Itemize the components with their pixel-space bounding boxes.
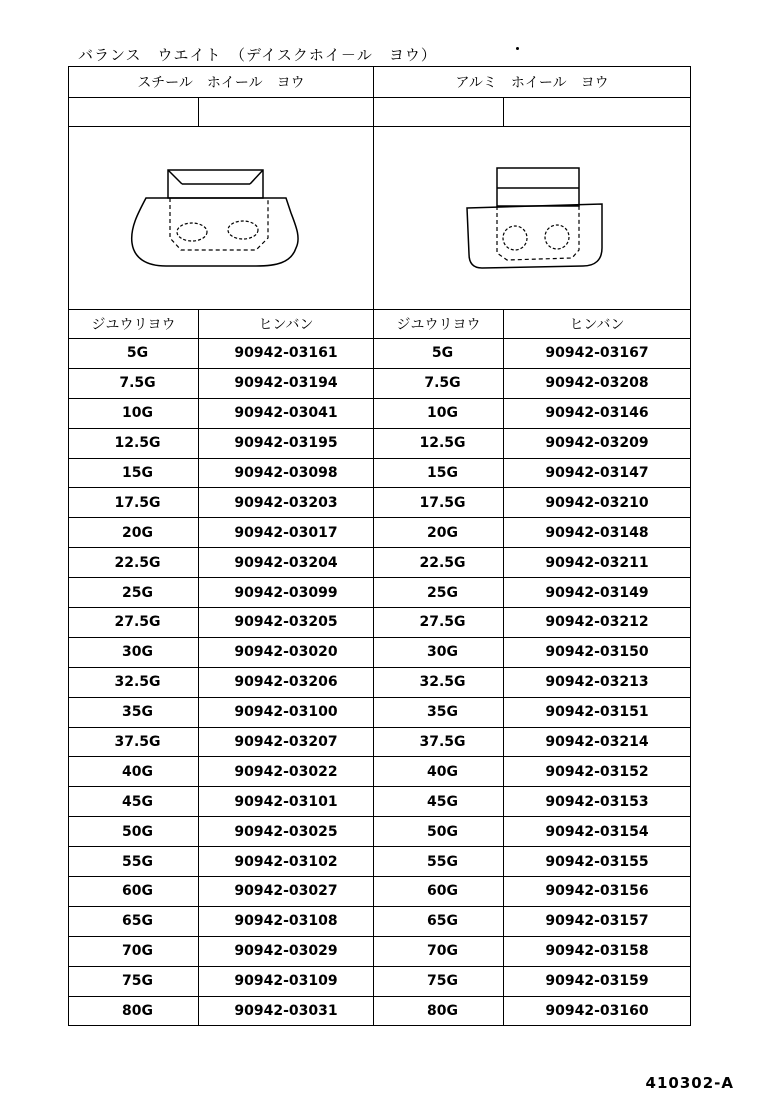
steel-part-cell: 90942-03161	[199, 339, 374, 369]
steel-weight-cell: 50G	[69, 817, 199, 847]
alumi-weight-cell: 12.5G	[374, 428, 504, 458]
alumi-weight-cell: 55G	[374, 847, 504, 877]
alumi-weight-cell: 60G	[374, 877, 504, 907]
steel-weight-cell: 17.5G	[69, 488, 199, 518]
alumi-weight-cell: 35G	[374, 697, 504, 727]
table-row	[69, 757, 691, 787]
alumi-weight-cell: 45G	[374, 787, 504, 817]
steel-weight-cell: 75G	[69, 966, 199, 996]
table-row	[69, 578, 691, 608]
steel-part-cell: 90942-03206	[199, 667, 374, 697]
steel-weight-cell: 65G	[69, 906, 199, 936]
steel-part-cell: 90942-03029	[199, 936, 374, 966]
table-row	[69, 877, 691, 907]
table-row	[69, 966, 691, 996]
steel-part-cell: 90942-03102	[199, 847, 374, 877]
alumi-part-cell: 90942-03156	[504, 877, 691, 907]
alumi-part-cell: 90942-03149	[504, 578, 691, 608]
blank-cell	[374, 98, 504, 127]
steel-header: スチール ホイール ヨウ	[69, 67, 374, 98]
steel-weight-cell: 15G	[69, 458, 199, 488]
steel-part-cell: 90942-03205	[199, 608, 374, 638]
alumi-weight-cell: 20G	[374, 518, 504, 548]
steel-weight-cell: 25G	[69, 578, 199, 608]
steel-weight-cell: 70G	[69, 936, 199, 966]
steel-part-cell: 90942-03108	[199, 906, 374, 936]
table-row	[69, 608, 691, 638]
steel-part-cell: 90942-03195	[199, 428, 374, 458]
alumi-part-cell: 90942-03212	[504, 608, 691, 638]
alumi-weight-drawing	[437, 158, 627, 278]
steel-weight-col-header: ジユウリヨウ	[69, 310, 199, 339]
steel-part-cell: 90942-03025	[199, 817, 374, 847]
blank-cell	[69, 98, 199, 127]
table-row	[69, 847, 691, 877]
alumi-part-cell: 90942-03208	[504, 368, 691, 398]
table-row	[69, 637, 691, 667]
table-row	[69, 817, 691, 847]
steel-weight-cell: 32.5G	[69, 667, 199, 697]
alumi-part-cell: 90942-03158	[504, 936, 691, 966]
alumi-part-cell: 90942-03150	[504, 637, 691, 667]
table-row	[69, 339, 691, 369]
alumi-part-cell: 90942-03214	[504, 727, 691, 757]
table-row	[69, 368, 691, 398]
steel-part-cell: 90942-03017	[199, 518, 374, 548]
steel-weight-cell: 45G	[69, 787, 199, 817]
steel-weight-cell: 7.5G	[69, 368, 199, 398]
steel-weight-cell: 80G	[69, 996, 199, 1026]
alumi-weight-col-header: ジユウリヨウ	[374, 310, 504, 339]
speck	[516, 47, 519, 50]
table-row	[69, 548, 691, 578]
steel-weight-cell: 20G	[69, 518, 199, 548]
alumi-weight-cell: 50G	[374, 817, 504, 847]
table-row	[69, 488, 691, 518]
alumi-weight-cell: 65G	[374, 906, 504, 936]
alumi-weight-cell: 10G	[374, 398, 504, 428]
steel-weight-cell: 40G	[69, 757, 199, 787]
steel-weight-cell: 37.5G	[69, 727, 199, 757]
table-row	[69, 906, 691, 936]
alumi-weight-cell: 75G	[374, 966, 504, 996]
steel-part-cell: 90942-03194	[199, 368, 374, 398]
steel-weight-cell: 12.5G	[69, 428, 199, 458]
alumi-part-cell: 90942-03148	[504, 518, 691, 548]
steel-part-cell: 90942-03041	[199, 398, 374, 428]
balance-weight-table	[68, 66, 691, 1026]
alumi-weight-cell: 37.5G	[374, 727, 504, 757]
steel-weight-cell: 10G	[69, 398, 199, 428]
alumi-part-cell: 90942-03211	[504, 548, 691, 578]
alumi-weight-cell: 22.5G	[374, 548, 504, 578]
alumi-weight-cell: 25G	[374, 578, 504, 608]
blank-cell	[504, 98, 691, 127]
alumi-weight-cell: 70G	[374, 936, 504, 966]
blank-cell	[199, 98, 374, 127]
alumi-part-cell: 90942-03152	[504, 757, 691, 787]
table-row	[69, 697, 691, 727]
steel-part-cell: 90942-03031	[199, 996, 374, 1026]
steel-part-col-header: ヒンバン	[199, 310, 374, 339]
steel-part-cell: 90942-03204	[199, 548, 374, 578]
table-row	[69, 398, 691, 428]
steel-weight-illustration	[69, 127, 374, 310]
alumi-header: アルミ ホイール ヨウ	[374, 67, 691, 98]
alumi-part-cell: 90942-03155	[504, 847, 691, 877]
alumi-weight-cell: 17.5G	[374, 488, 504, 518]
steel-weight-cell: 5G	[69, 339, 199, 369]
alumi-part-cell: 90942-03157	[504, 906, 691, 936]
steel-part-cell: 90942-03020	[199, 637, 374, 667]
table-row	[69, 518, 691, 548]
steel-part-cell: 90942-03109	[199, 966, 374, 996]
alumi-part-cell: 90942-03146	[504, 398, 691, 428]
alumi-part-cell: 90942-03147	[504, 458, 691, 488]
alumi-weight-cell: 30G	[374, 637, 504, 667]
page-title: バランス ウエイト （デイスクホイ－ル ヨウ）	[78, 46, 437, 64]
steel-part-cell: 90942-03207	[199, 727, 374, 757]
table-row	[69, 787, 691, 817]
steel-part-cell: 90942-03100	[199, 697, 374, 727]
alumi-weight-cell: 40G	[374, 757, 504, 787]
alumi-part-cell: 90942-03159	[504, 966, 691, 996]
table-row	[69, 667, 691, 697]
table-row	[69, 458, 691, 488]
steel-weight-cell: 27.5G	[69, 608, 199, 638]
alumi-part-cell: 90942-03167	[504, 339, 691, 369]
steel-weight-cell: 22.5G	[69, 548, 199, 578]
steel-weight-cell: 30G	[69, 637, 199, 667]
alumi-part-col-header: ヒンバン	[504, 310, 691, 339]
alumi-part-cell: 90942-03151	[504, 697, 691, 727]
steel-part-cell: 90942-03098	[199, 458, 374, 488]
steel-weight-cell: 55G	[69, 847, 199, 877]
alumi-part-cell: 90942-03153	[504, 787, 691, 817]
alumi-weight-cell: 80G	[374, 996, 504, 1026]
alumi-weight-cell: 32.5G	[374, 667, 504, 697]
alumi-weight-cell: 7.5G	[374, 368, 504, 398]
steel-part-cell: 90942-03101	[199, 787, 374, 817]
alumi-part-cell: 90942-03213	[504, 667, 691, 697]
alumi-part-cell: 90942-03160	[504, 996, 691, 1026]
alumi-weight-cell: 15G	[374, 458, 504, 488]
steel-part-cell: 90942-03099	[199, 578, 374, 608]
table-row	[69, 996, 691, 1026]
steel-part-cell: 90942-03027	[199, 877, 374, 907]
alumi-part-cell: 90942-03209	[504, 428, 691, 458]
alumi-weight-cell: 27.5G	[374, 608, 504, 638]
alumi-weight-illustration	[374, 127, 691, 310]
alumi-weight-cell: 5G	[374, 339, 504, 369]
steel-weight-cell: 35G	[69, 697, 199, 727]
table-row	[69, 936, 691, 966]
table-row	[69, 428, 691, 458]
alumi-part-cell: 90942-03154	[504, 817, 691, 847]
figure-code: 410302-A	[645, 1074, 734, 1092]
steel-weight-drawing	[126, 158, 316, 278]
table-row	[69, 727, 691, 757]
alumi-part-cell: 90942-03210	[504, 488, 691, 518]
steel-part-cell: 90942-03022	[199, 757, 374, 787]
steel-part-cell: 90942-03203	[199, 488, 374, 518]
steel-weight-cell: 60G	[69, 877, 199, 907]
